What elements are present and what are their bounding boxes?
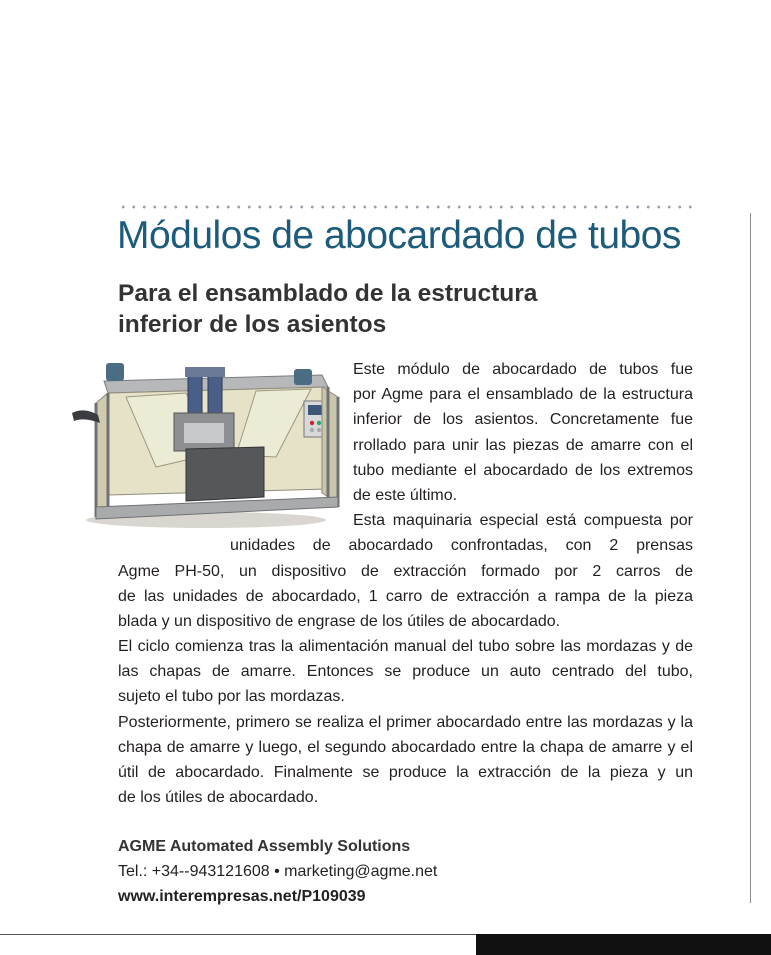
body-line: sujeto el tubo por las mordazas. bbox=[118, 688, 345, 706]
body-line: de los útiles de abocardado. bbox=[118, 789, 319, 807]
body-line: Agme PH-50, un dispositivo de extracción formado por 2 carros de bbox=[118, 562, 693, 580]
body-line: unidades de abocardado confrontadas, con 2 prensas bbox=[230, 537, 693, 555]
contact-block bbox=[118, 834, 678, 909]
article-subtitle bbox=[118, 278, 678, 340]
dotted-rule bbox=[118, 204, 696, 210]
subtitle-line: Para el ensamblado de la estructura bbox=[118, 280, 538, 307]
body-line: de este último. bbox=[353, 486, 458, 504]
article-body bbox=[118, 357, 693, 810]
body-line: El ciclo comienza tras la alimentación manual del tubo sobre las mordazas y de bbox=[118, 638, 693, 656]
body-line: Esta maquinaria especial está compuesta por bbox=[353, 512, 693, 530]
website-link[interactable]: www.interempresas.net/P109039 bbox=[118, 888, 366, 905]
body-line: rrollado para unir las piezas de amarre con el bbox=[353, 436, 693, 454]
body-line: inferior de los asientos. Concretamente fue bbox=[353, 411, 693, 429]
body-line: Posteriormente, primero se realiza el primer abocardado entre las mordazas y la bbox=[118, 713, 693, 731]
body-line: útil de abocardado. Finalmente se produce la extracción de la pieza y un bbox=[118, 764, 693, 781]
body-line: blada y un dispositivo de engrase de los útiles de abocardado. bbox=[118, 612, 561, 630]
company-name: AGME Automated Assembly Solutions bbox=[118, 838, 411, 855]
contact-phone-email: Tel.: +34--943121608 • marketing@agme.net bbox=[118, 863, 438, 880]
body-line: Este módulo de abocardado de tubos fue bbox=[353, 361, 693, 378]
column-divider bbox=[750, 213, 751, 903]
body-line: tubo mediante el abocardado de los extremos bbox=[353, 461, 693, 479]
footer-rule bbox=[0, 934, 476, 935]
article-title: Módulos de abocardado de tubos bbox=[117, 214, 681, 257]
footer-block bbox=[476, 934, 771, 955]
subtitle-line: inferior de los asientos bbox=[118, 311, 387, 338]
body-line: chapa de amarre y luego, el segundo abocardado entre la chapa de amarre y el bbox=[118, 738, 693, 756]
body-line: por Agme para el ensamblado de la estructura bbox=[353, 386, 693, 404]
body-line: de las unidades de abocardado, 1 carro de extracción a rampa de la pieza bbox=[118, 587, 693, 605]
body-line: las chapas de amarre. Entonces se produce un auto centrado del tubo, bbox=[118, 663, 693, 681]
